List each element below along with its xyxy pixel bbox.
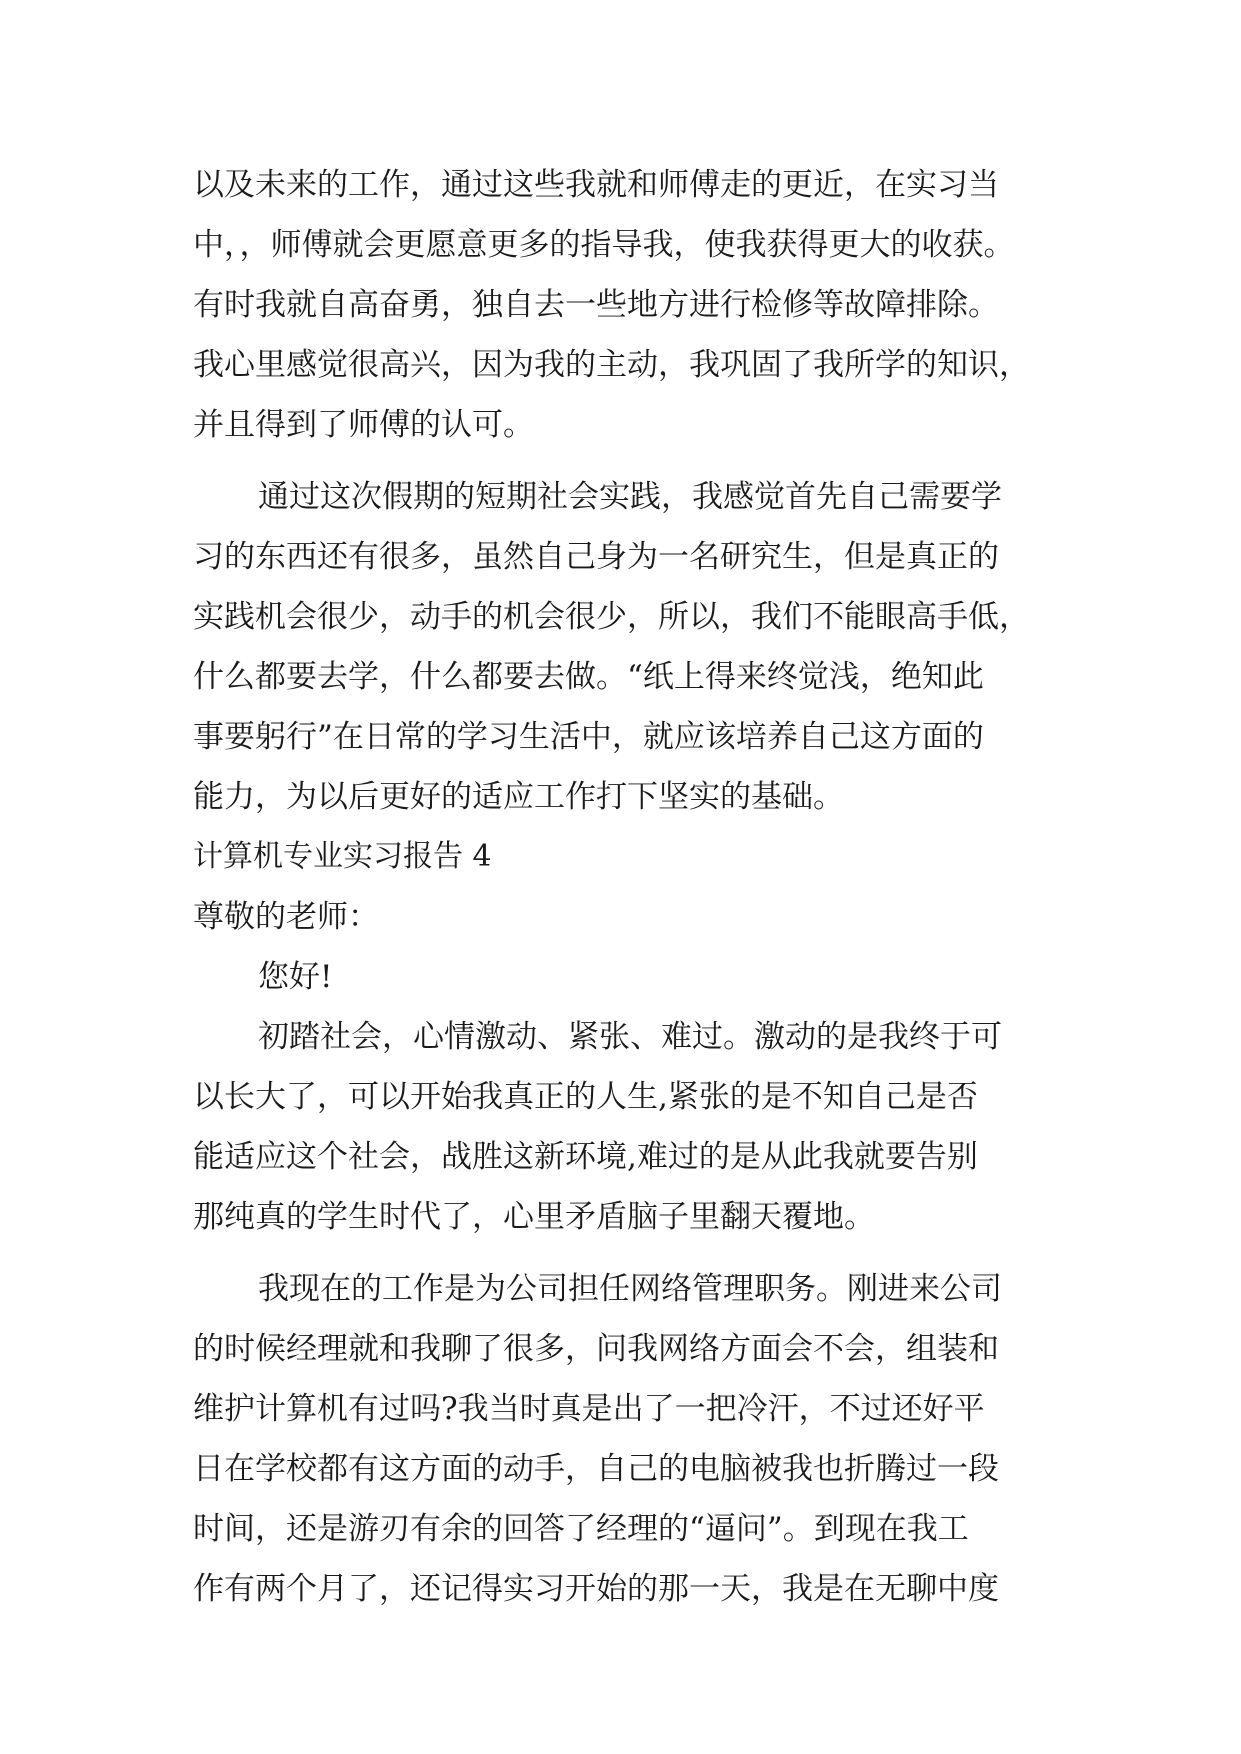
greeting: 您好! — [258, 959, 333, 995]
text-line: 以长大了，可以开始我真正的人生,紧张的是不知自己是否 — [193, 1079, 978, 1115]
text-line: 中，，师傅就会更愿意更多的指导我，使我获得更大的收获。 — [193, 227, 1015, 263]
paragraph-first-line: 我现在的工作是为公司担任网络管理职务。刚进来公司 — [258, 1271, 1002, 1307]
text-line: 能适应这个社会，战胜这新环境,难过的是从此我就要告别 — [193, 1139, 978, 1175]
text-line: 的时候经理就和我聊了很多，问我网络方面会不会，组装和 — [193, 1331, 999, 1367]
text-line: 有时我就自高奋勇，独自去一些地方进行检修等故障排除。 — [193, 287, 999, 323]
text-line: 日在学校都有这方面的动手，自己的电脑被我也折腾过一段 — [193, 1451, 999, 1487]
text-line: 我心里感觉很高兴，因为我的主动，我巩固了我所学的知识， — [193, 347, 1030, 383]
salutation: 尊敬的老师： — [193, 899, 379, 935]
text-line: 事要躬行”在日常的学习生活中，就应该培养自己这方面的 — [193, 719, 984, 755]
paragraph-first-line: 初踏社会，心情激动、紧张、难过。激动的是我终于可 — [258, 1019, 1002, 1055]
text-line: 维护计算机有过吗?我当时真是出了一把冷汗，不过还好平 — [193, 1391, 985, 1427]
text-line: 什么都要去学，什么都要去做。“纸上得来终觉浅，绝知此 — [193, 659, 984, 695]
text-line: 时间，还是游刃有余的回答了经理的“逼问”。到现在我工 — [193, 1511, 969, 1547]
text-line: 那纯真的学生时代了，心里矛盾脑子里翻天覆地。 — [193, 1199, 875, 1235]
text-line: 作有两个月了，还记得实习开始的那一天，我是在无聊中度 — [193, 1571, 999, 1607]
text-line: 以及未来的工作，通过这些我就和师傅走的更近，在实习当 — [193, 167, 999, 203]
section-title: 计算机专业实习报告 4 — [193, 839, 492, 874]
text-line: 并且得到了师傅的认可。 — [193, 407, 534, 443]
text-line: 能力，为以后更好的适应工作打下坚实的基础。 — [193, 779, 844, 815]
text-line: 实践机会很少，动手的机会很少，所以，我们不能眼高手低， — [193, 599, 1030, 635]
text-line: 习的东西还有很多，虽然自己身为一名研究生，但是真正的 — [193, 539, 999, 575]
paragraph-first-line: 通过这次假期的短期社会实践，我感觉首先自己需要学 — [258, 479, 1002, 515]
